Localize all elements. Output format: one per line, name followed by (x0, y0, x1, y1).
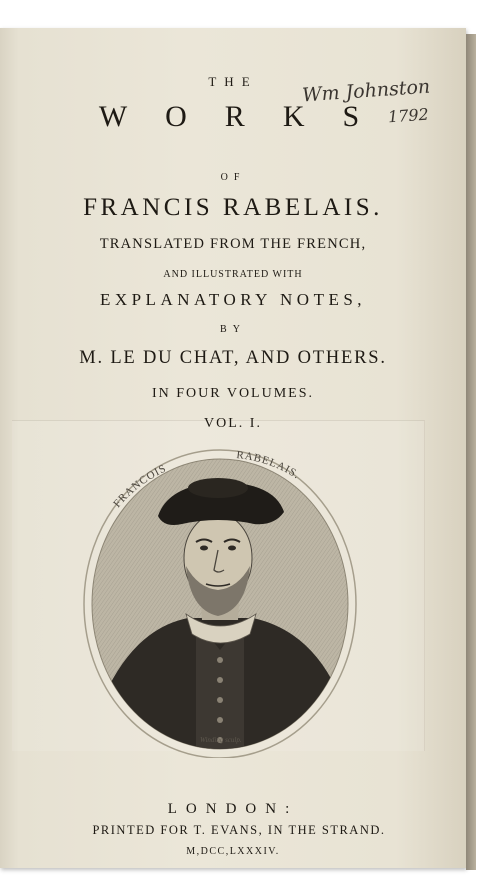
illustrated-line: AND ILLUSTRATED WITH (163, 269, 303, 280)
notes-line: EXPLANATORY NOTES, (99, 290, 367, 309)
engraver-credit: Winding sculp. (200, 736, 242, 744)
title-of: OF (220, 172, 246, 183)
page-edge (466, 34, 476, 870)
signature-name: Wm Johnston (301, 75, 431, 107)
volumes-line: IN FOUR VOLUMES. (151, 386, 315, 401)
volume-number: VOL. I. (204, 416, 262, 431)
imprint-printer: PRINTED FOR T. EVANS, IN THE STRAND. (92, 823, 386, 837)
editors-line: M. LE DU CHAT, AND OTHERS. (79, 348, 387, 368)
portrait-svg (78, 438, 368, 758)
translated-line: TRANSLATED FROM THE FRENCH, (99, 236, 367, 252)
imprint-city: LONDON: (167, 801, 299, 817)
by-line: BY (220, 324, 246, 335)
signature-year: 1792 (387, 104, 430, 127)
author-name: FRANCIS RABELAIS. (83, 194, 383, 221)
portrait-caption-right: RABELAIS. (235, 449, 303, 482)
portrait-engraving (78, 438, 368, 758)
imprint-date: M,DCC,LXXXIV. (186, 846, 280, 857)
title-page (0, 28, 466, 868)
title-the: THE (208, 74, 258, 89)
title-works: WORKS (98, 100, 398, 133)
portrait-caption-left: FRANCOIS (111, 462, 169, 510)
